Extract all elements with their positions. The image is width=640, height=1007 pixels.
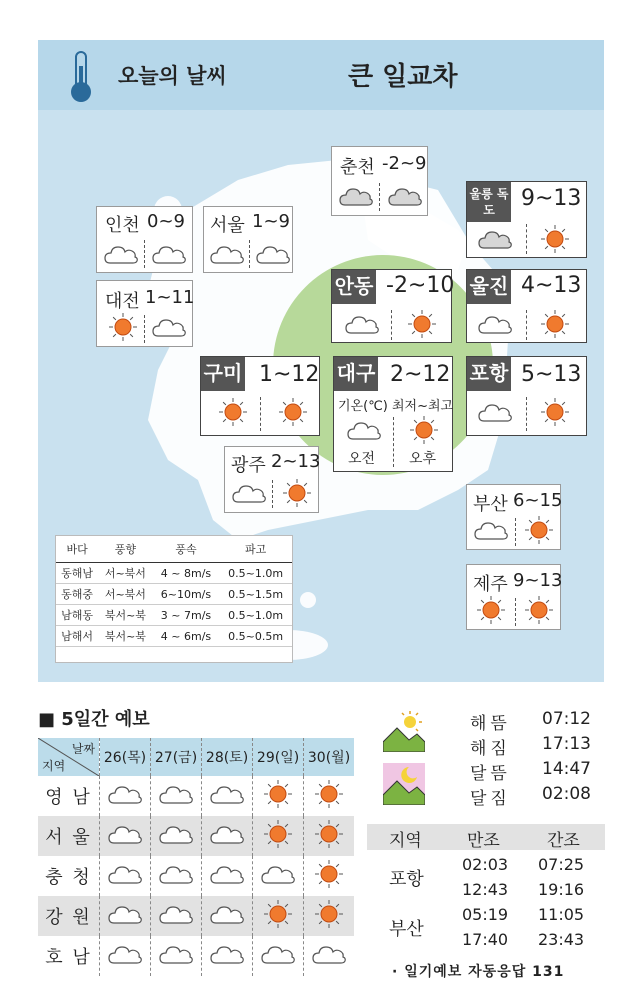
sun-icon (537, 224, 573, 254)
partly-cloudy-icon (158, 819, 194, 849)
forecast-day: 30(월) (304, 738, 354, 776)
forecast-header-row (38, 738, 354, 776)
forecast-cell (151, 936, 202, 976)
sea-header: 풍속 (153, 536, 220, 563)
sea-conditions-table (55, 535, 293, 663)
forecast-title: ■ 5일간 예보 (38, 709, 150, 730)
forecast-cell (100, 856, 151, 896)
city-name: 서울 (210, 215, 245, 236)
city-box-daegu (333, 356, 453, 472)
sun-icon (537, 309, 573, 339)
sea-cell: 동해남 (56, 563, 98, 584)
partly-cloudy-icon (473, 515, 509, 545)
island (300, 592, 316, 608)
forecast-cell (304, 936, 354, 976)
tide-high-time: 12:43 (462, 880, 509, 899)
forecast-region: 호 남 (38, 936, 100, 976)
tide-region: 포항 (389, 869, 424, 890)
partly-cloudy-icon (158, 899, 194, 929)
partly-cloudy-icon (151, 312, 187, 342)
partly-cloudy-icon (158, 779, 194, 809)
tide-header-high: 만조 (467, 831, 500, 851)
partly-cloudy-icon (209, 899, 245, 929)
divider (249, 240, 250, 268)
partly-cloudy-icon (151, 239, 187, 269)
partly-cloudy-icon (260, 859, 296, 889)
partly-cloudy-icon (209, 819, 245, 849)
city-temp: 6~15 (513, 490, 563, 511)
forecast-row (38, 816, 354, 856)
forecast-row (38, 896, 354, 936)
sea-cell: 0.5~1.0m (219, 605, 292, 626)
tide-high-time: 05:19 (462, 905, 509, 924)
sun-icon (311, 819, 347, 849)
divider (393, 417, 394, 467)
sunrise-mountain-icon (383, 710, 425, 752)
tide-region: 부산 (389, 919, 424, 940)
forecast-day: 29(일) (253, 738, 304, 776)
divider (391, 310, 392, 340)
divider (515, 518, 516, 546)
city-temp: 2~13 (271, 451, 321, 472)
cloud-icon (477, 224, 513, 254)
sea-cell: 4 ~ 6m/s (153, 626, 220, 647)
forecast-cell (304, 856, 354, 896)
partly-cloudy-icon (107, 859, 143, 889)
cloud-icon (338, 181, 374, 211)
corner-top-label: 날짜 (71, 742, 95, 756)
sunrise-label: 해뜸 (470, 714, 511, 734)
forecast-row (38, 936, 354, 976)
forecast-cell (253, 856, 304, 896)
moonrise-mountain-icon (383, 763, 425, 805)
city-temp: 5~13 (521, 362, 582, 387)
sea-cell: 4 ~ 8m/s (153, 563, 220, 584)
sea-cell: 0.5~0.5m (219, 626, 292, 647)
forecast-table (38, 738, 354, 976)
moonrise-time: 14:47 (542, 759, 591, 779)
city-box-gwangju (224, 446, 319, 513)
city-name: 부산 (473, 494, 508, 515)
divider (272, 480, 273, 508)
city-name: 광주 (231, 455, 266, 476)
sunset-time: 17:13 (542, 734, 591, 754)
legend-pm: 오후 (409, 451, 437, 467)
sun-icon (275, 397, 311, 427)
city-box-andong (331, 269, 455, 343)
sea-header: 풍향 (98, 536, 152, 563)
tide-high-time: 17:40 (462, 930, 509, 949)
partly-cloudy-icon (209, 239, 245, 269)
sea-cell: 서~북서 (98, 584, 152, 605)
tide-low-time: 19:16 (538, 880, 585, 899)
divider (515, 598, 516, 626)
city-temp: 9~13 (513, 570, 563, 591)
sea-cell: 동해중 (56, 584, 98, 605)
tide-low-time: 11:05 (538, 905, 585, 924)
tide-header-region: 지역 (389, 831, 422, 851)
forecast-row (38, 776, 354, 816)
forecast-phone-footer: · 일기예보 자동응답 131 (392, 964, 565, 980)
city-tag: 울릉 독도 (467, 182, 511, 222)
partly-cloudy-icon (209, 939, 245, 969)
partly-cloudy-icon (158, 859, 194, 889)
sun-icon (521, 595, 557, 625)
sun-icon (473, 595, 509, 625)
partly-cloudy-icon (231, 478, 267, 508)
city-temp: 9~13 (521, 186, 582, 211)
forecast-day: 28(토) (202, 738, 253, 776)
sun-icon (521, 515, 557, 545)
sea-row (56, 605, 292, 626)
forecast-cell (253, 776, 304, 816)
city-box-seoul (203, 206, 293, 273)
sea-row (56, 626, 292, 647)
partly-cloudy-icon (344, 309, 380, 339)
forecast-cell (304, 776, 354, 816)
sea-row (56, 584, 292, 605)
forecast-region: 충 청 (38, 856, 100, 896)
tide-high-time: 02:03 (462, 855, 509, 874)
forecast-cell (202, 936, 253, 976)
sea-row (56, 563, 292, 584)
sea-cell: 북서~북 (98, 626, 152, 647)
city-box-uljin (466, 269, 587, 343)
forecast-cell (151, 856, 202, 896)
sea-cell: 0.5~1.0m (219, 563, 292, 584)
sea-cell: 북서~북 (98, 605, 152, 626)
forecast-day: 27(금) (151, 738, 202, 776)
city-box-gumi (200, 356, 320, 436)
sea-header: 파고 (219, 536, 292, 563)
divider (526, 224, 527, 254)
divider (379, 183, 380, 211)
cloud-icon (387, 181, 423, 211)
divider (260, 397, 261, 431)
city-name: 제주 (473, 574, 508, 595)
forecast-cell (151, 776, 202, 816)
forecast-cell (202, 856, 253, 896)
forecast-region: 영 남 (38, 776, 100, 816)
city-tag: 울진 (467, 270, 511, 304)
city-name: 인천 (105, 215, 140, 236)
sun-icon (404, 309, 440, 339)
forecast-row (38, 856, 354, 896)
forecast-cell (202, 896, 253, 936)
sun-icon (311, 859, 347, 889)
sun-icon (260, 779, 296, 809)
sun-icon (215, 397, 251, 427)
city-box-jeju (466, 564, 561, 630)
forecast-cell (151, 896, 202, 936)
moonset-label: 달짐 (470, 789, 511, 809)
sun-icon (260, 899, 296, 929)
tide-header-low: 간조 (547, 831, 580, 851)
partly-cloudy-icon (103, 239, 139, 269)
city-temp: 1~9 (252, 211, 290, 232)
sea-cell: 6~10m/s (153, 584, 220, 605)
divider (526, 310, 527, 340)
sea-cell: 남해동 (56, 605, 98, 626)
sun-icon (311, 899, 347, 929)
forecast-region: 서 울 (38, 816, 100, 856)
partly-cloudy-icon (311, 939, 347, 969)
sun-icon (406, 415, 442, 445)
moonrise-label: 달뜸 (470, 764, 511, 784)
sunrise-time: 07:12 (542, 709, 591, 729)
forecast-region: 강 원 (38, 896, 100, 936)
sun-icon (260, 819, 296, 849)
sun-icon (311, 779, 347, 809)
forecast-cell (253, 936, 304, 976)
city-temp: 0~9 (147, 211, 185, 232)
sea-cell: 3 ~ 7m/s (153, 605, 220, 626)
corner-bottom-label: 지역 (42, 759, 66, 773)
forecast-corner (38, 738, 100, 776)
map-headline: 큰 일교차 (348, 62, 458, 92)
sea-cell: 0.5~1.5m (219, 584, 292, 605)
city-tag: 대구 (334, 357, 378, 391)
sea-cell: 남해서 (56, 626, 98, 647)
partly-cloudy-icon (346, 415, 382, 445)
city-name: 대전 (105, 291, 140, 312)
city-temp: -2~9 (382, 153, 427, 174)
city-tag: 구미 (201, 357, 245, 391)
sea-header: 바다 (56, 536, 98, 563)
sun-icon (537, 397, 573, 427)
city-box-pohang (466, 356, 587, 436)
thermometer-icon (71, 52, 91, 102)
city-box-daejeon (96, 280, 193, 347)
sun-icon (105, 312, 141, 342)
city-box-ulleung (466, 181, 587, 258)
forecast-cell (202, 816, 253, 856)
forecast-cell (100, 816, 151, 856)
partly-cloudy-icon (209, 859, 245, 889)
tide-low-time: 07:25 (538, 855, 585, 874)
divider (144, 315, 145, 343)
moonset-time: 02:08 (542, 784, 591, 804)
partly-cloudy-icon (158, 939, 194, 969)
forecast-cell (151, 816, 202, 856)
partly-cloudy-icon (107, 779, 143, 809)
city-temp: 1~11 (145, 287, 195, 308)
sun-icon (279, 478, 315, 508)
partly-cloudy-icon (107, 819, 143, 849)
forecast-cell (100, 776, 151, 816)
divider (526, 397, 527, 431)
sunset-label: 해짐 (470, 739, 511, 759)
legend-am: 오전 (348, 451, 376, 467)
forecast-cell (202, 776, 253, 816)
divider (144, 240, 145, 268)
forecast-cell (100, 936, 151, 976)
city-tag: 안동 (332, 270, 376, 304)
forecast-day: 26(목) (100, 738, 151, 776)
partly-cloudy-icon (477, 309, 513, 339)
forecast-cell (100, 896, 151, 936)
city-box-busan (466, 484, 561, 550)
partly-cloudy-icon (255, 239, 291, 269)
partly-cloudy-icon (260, 939, 296, 969)
forecast-cell (304, 816, 354, 856)
city-temp: 1~12 (259, 362, 320, 387)
forecast-cell (253, 816, 304, 856)
tide-low-time: 23:43 (538, 930, 585, 949)
partly-cloudy-icon (107, 899, 143, 929)
city-name: 춘천 (340, 157, 375, 178)
partly-cloudy-icon (209, 779, 245, 809)
city-box-incheon (96, 206, 193, 273)
forecast-cell (304, 896, 354, 936)
map-title: 오늘의 날씨 (118, 64, 227, 88)
city-temp: -2~10 (386, 273, 455, 298)
partly-cloudy-icon (477, 397, 513, 427)
legend-temp-label: 기온(℃) 최저~최고 (338, 399, 454, 414)
city-tag: 포항 (467, 357, 511, 391)
city-temp: 2~12 (390, 362, 451, 387)
forecast-cell (253, 896, 304, 936)
city-temp: 4~13 (521, 273, 582, 298)
city-box-chuncheon (331, 146, 428, 216)
sea-cell: 서~북서 (98, 563, 152, 584)
partly-cloudy-icon (107, 939, 143, 969)
